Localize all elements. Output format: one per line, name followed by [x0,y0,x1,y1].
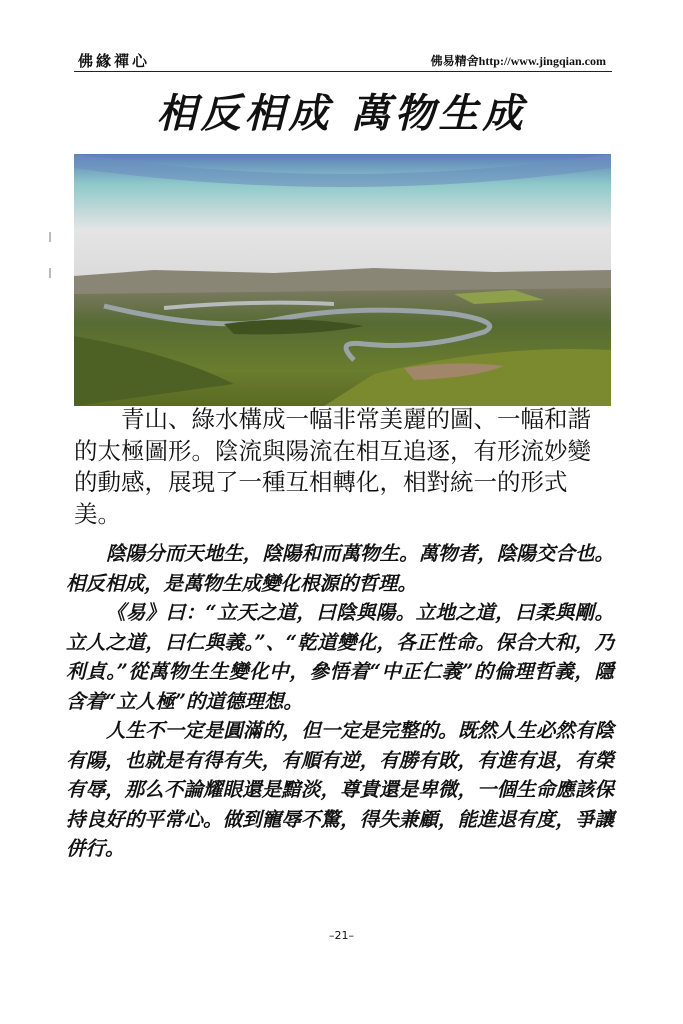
body-paragraph: 人生不一定是圓滿的，但一定是完整的。既然人生必然有陰有陽，也就是有得有失，有順有逆，有勝有敗，有進有退，有榮有辱，那么不論耀眼還是黯淡，尊貴還是卑微，一個生命應該保持良好的平常心。做到寵辱不驚，得失兼顧，能進退有度，爭讓併行。 [66,719,614,860]
header-left-title: 佛緣禪心 [78,52,151,70]
lead-paragraph [74,404,614,530]
body-paragraph: 《易》曰：“立天之道，曰陰與陽。立地之道，曰柔與剛。立人之道，曰仁與義。”、“乾道變化，各正性命。保合大和，乃利貞。”從萬物生生變化中，參悟着“中正仁義”的倫理哲義，隱含着“立人極”的道德理想。 [66,601,614,713]
page-title: 相反相成 萬物生成 [156,90,527,137]
lead-text: 青山、綠水構成一幅非常美麗的圖、一幅和諧的太極圖形。陰流與陽流在相互追逐，有形流妙變的動感，展現了一種互相轉化，相對統一的形式美。 [74,405,591,528]
body-paragraph: 陰陽分而天地生，陰陽和而萬物生。萬物者，陰陽交合也。相反相成，是萬物生成變化根源的哲理。 [66,542,614,595]
page-header [74,46,612,72]
page-number: –21– [329,929,354,942]
edge-mark [49,268,51,278]
header-rule [74,71,612,72]
landscape-photo [74,154,611,406]
landscape-river-photo-icon [74,154,611,406]
edge-mark [49,232,51,242]
header-right-site: 佛易精舍http://www.jingqian.com [430,54,606,68]
body-text [66,539,614,864]
